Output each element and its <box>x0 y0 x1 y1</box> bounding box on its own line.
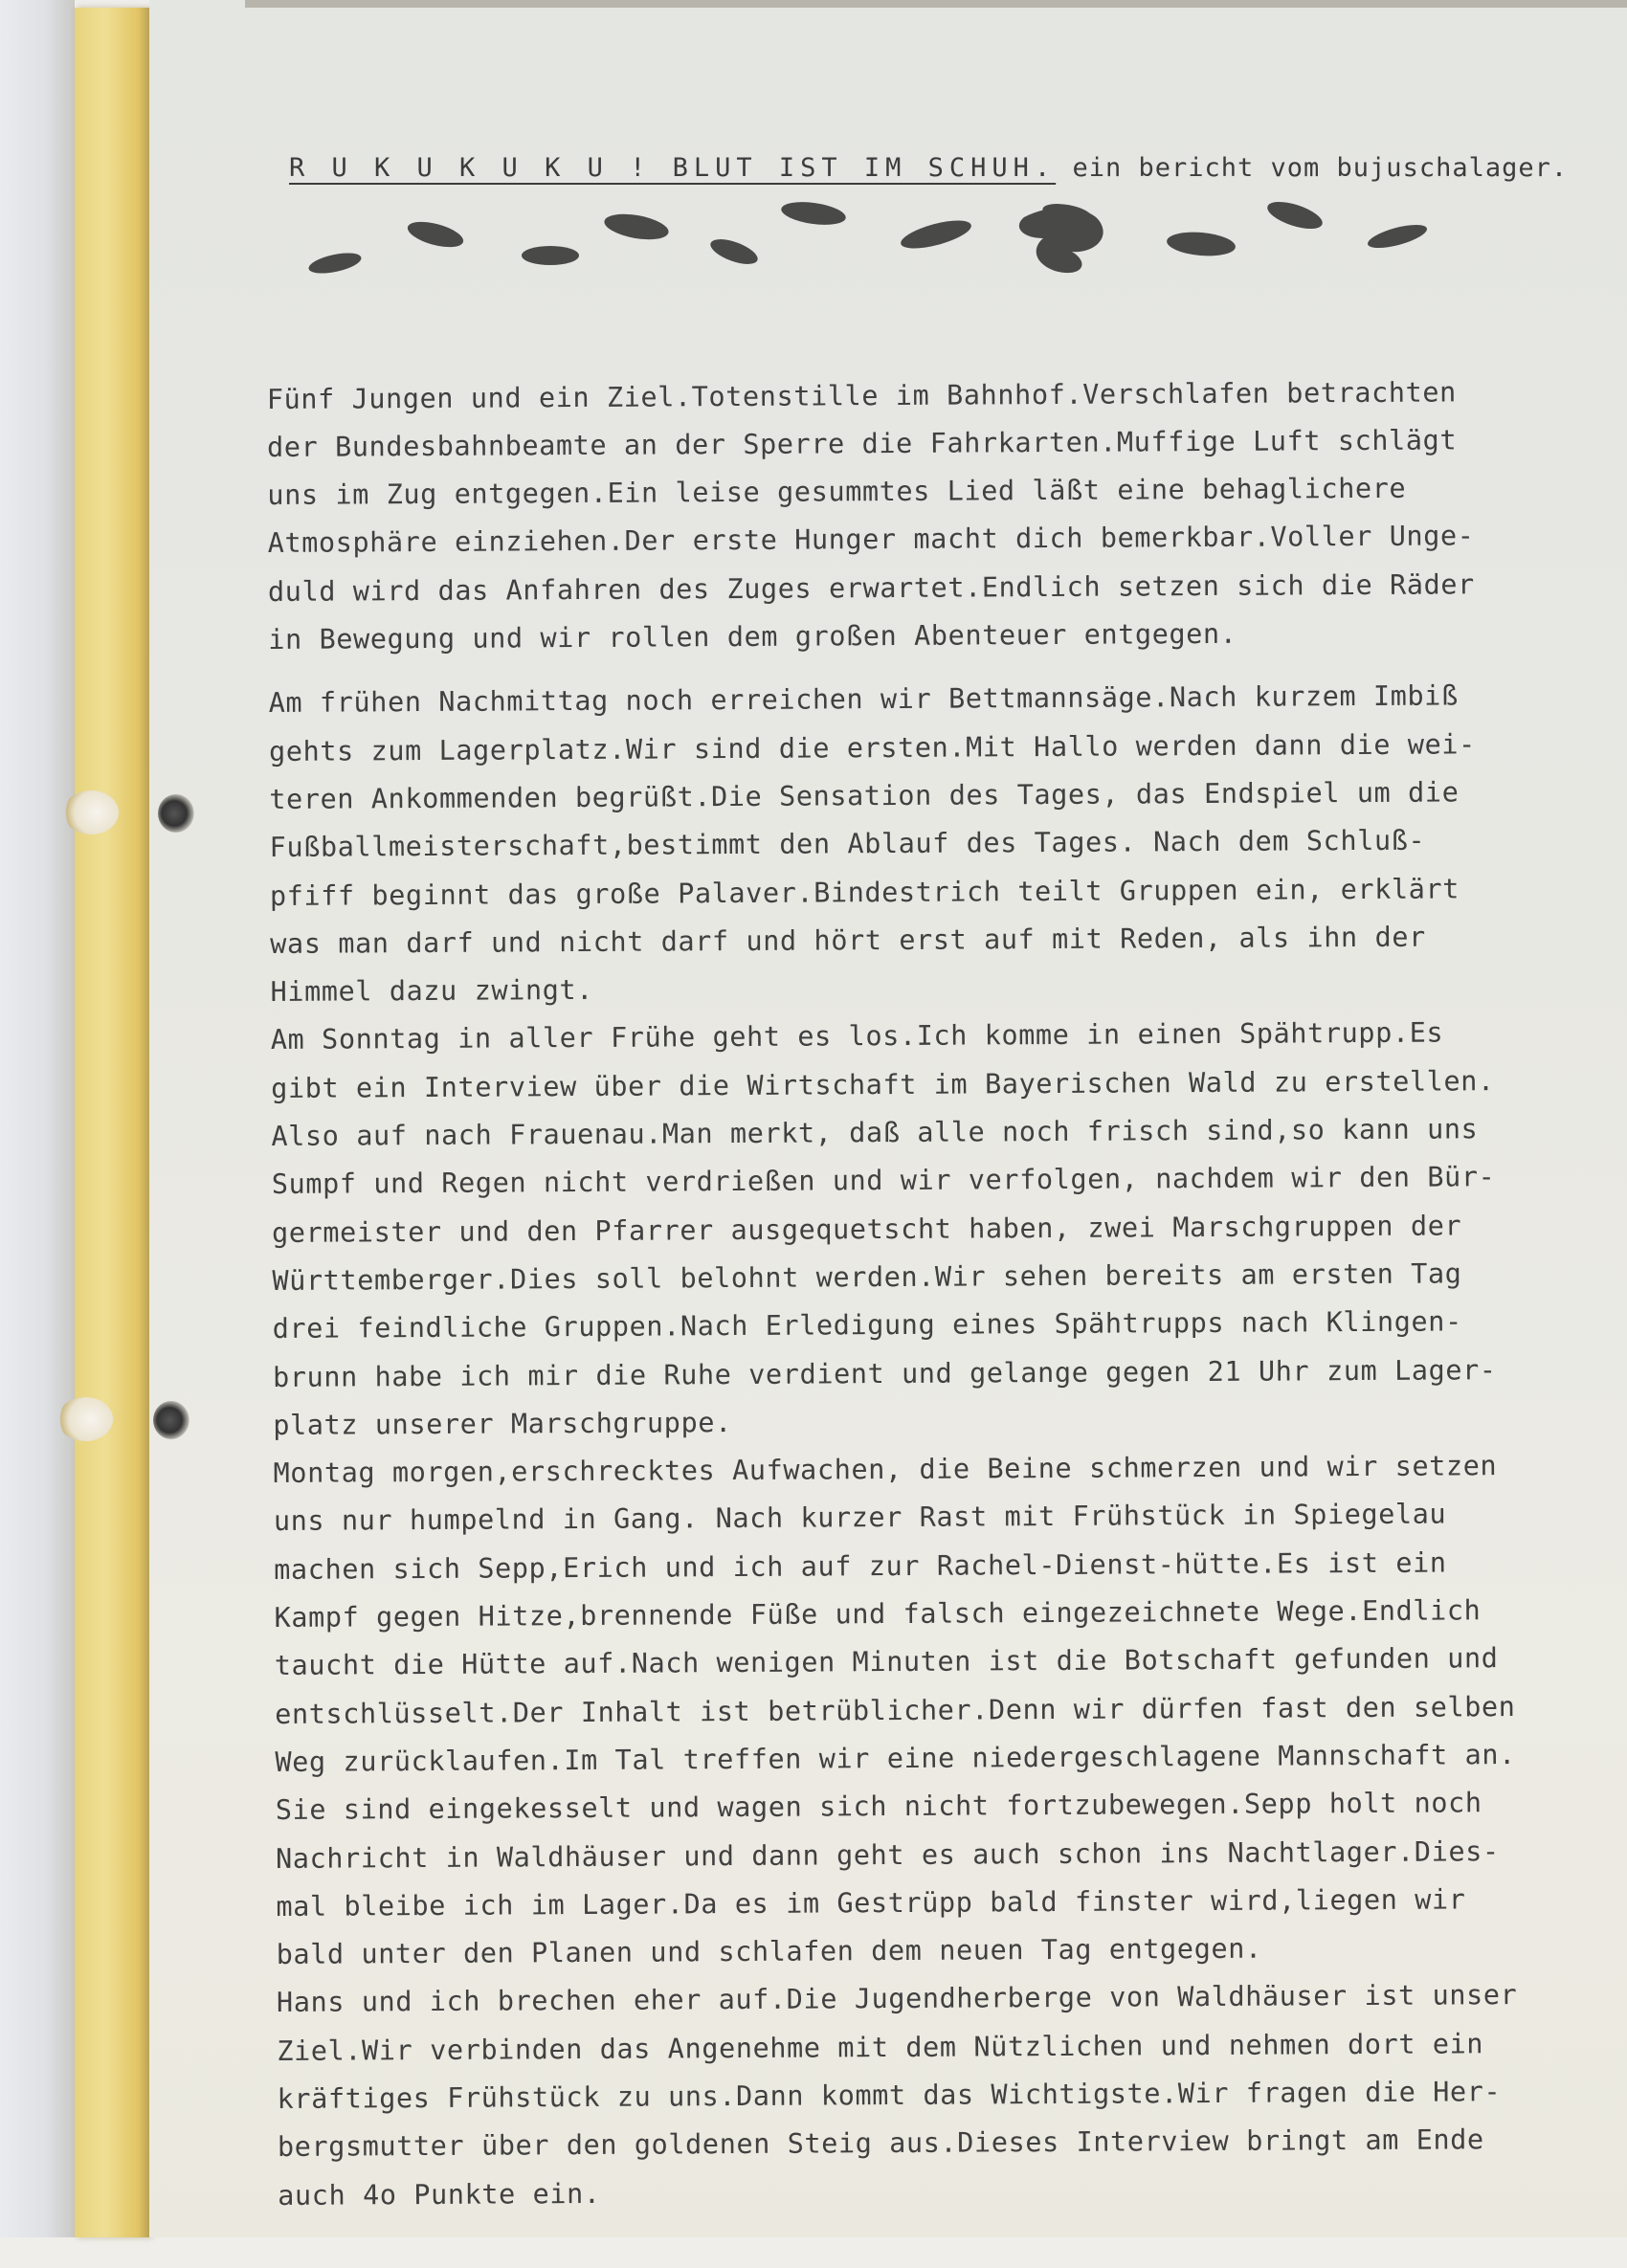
text-line: Weg zurücklaufen.Im Tal treffen wir eine niedergeschlagene Mannschaft an. <box>275 1738 1516 1778</box>
text-line: entschlüsselt.Der Inhalt ist betrüblicher.Denn wir dürfen fast den selben <box>275 1690 1516 1730</box>
torn-punch-hole <box>57 1397 113 1441</box>
text-line: Himmel dazu zwingt. <box>270 974 594 1009</box>
text-line: auch 4o Punkte ein. <box>278 2177 601 2212</box>
text-line: gibt ein Interview über die Wirtschaft im Bayerischen Wald zu erstellen. <box>271 1064 1495 1104</box>
article-heading <box>289 153 1569 195</box>
text-line: Ziel.Wir verbinden das Angenehme mit dem Nützlichen und nehmen dort ein <box>277 2027 1484 2067</box>
punch-hole <box>153 1401 189 1439</box>
text-line: Am frühen Nachmittag noch erreichen wir Bettmannsäge.Nach kurzem Imbiß <box>268 679 1459 720</box>
paragraph <box>269 672 1551 2220</box>
text-line: pfiff beginnt das große Palaver.Bindestrich teilt Gruppen ein, erklärt <box>269 872 1460 912</box>
text-line: Fußballmeisterschaft,bestimmt den Ablauf des Tages. Nach dem Schluß- <box>269 824 1426 864</box>
text-line: bergsmutter über den goldenen Steig aus.Dieses Interview bringt am Ende <box>277 2123 1484 2164</box>
text-line: gehts zum Lagerplatz.Wir sind die ersten.Mit Hallo werden dann die wei- <box>268 727 1476 767</box>
torn-punch-hole <box>63 790 119 834</box>
text-line: bald unter den Planen und schlafen dem neuen Tag entgegen. <box>276 1932 1262 1971</box>
paragraph <box>267 367 1542 664</box>
text-line: Kampf gegen Hitze,brennende Füße und falsch eingezeichnete Wege.Endlich <box>274 1594 1482 1634</box>
text-line: in Bewegung und wir rollen dem großen Abenteuer entgegen. <box>268 617 1237 656</box>
text-line: Hans und ich brechen eher auf.Die Jugendherberge von Waldhäuser ist unser <box>276 1979 1518 2019</box>
article-body <box>266 272 1551 2268</box>
page-top-edge <box>245 0 1627 8</box>
text-line: Sie sind eingekesselt und wagen sich nicht fortzubewegen.Sepp holt noch <box>275 1787 1482 1827</box>
text-line: teren Ankommenden begrüßt.Die Sensation des Tages, das Endspiel um die <box>269 776 1460 815</box>
text-line: uns im Zug entgegen.Ein leise gesummtes Lied läßt eine behaglichere <box>267 472 1407 512</box>
text-line: brunn habe ich mir die Ruhe verdient und gelange gegen 21 Uhr zum Lager- <box>272 1353 1497 1393</box>
text-line: der Bundesbahnbeamte an der Sperre die Fahrkarten.Muffige Luft schlägt <box>266 424 1458 463</box>
yellow-folder-edge <box>75 8 149 2237</box>
text-line: uns nur humpelnd in Gang. Nach kurzer Rast mit Frühstück in Spiegelau <box>273 1498 1447 1538</box>
text-line: Montag morgen,erschrecktes Aufwachen, die Beine schmerzen und wir setzen <box>273 1450 1498 1490</box>
scanner-background-strip <box>0 0 75 2237</box>
text-line: Also auf nach Frauenau.Man merkt, daß alle noch frisch sind,so kann uns <box>271 1113 1479 1153</box>
text-line: kräftiges Frühstück zu uns.Dann kommt das Wichtigste.Wir fragen die Her- <box>277 2076 1502 2115</box>
text-line: mal bleibe ich im Lager.Da es im Gestrüpp bald finster wird,liegen wir <box>276 1883 1466 1923</box>
article-subtitle: ein bericht vom bujuschalager. <box>1056 153 1569 183</box>
text-line: drei feindliche Gruppen.Nach Erledigung eines Spähtrupps nach Klingen- <box>272 1305 1462 1345</box>
text-line: machen sich Sepp,Erich und ich auf zur Rachel-Dienst-hütte.Es ist ein <box>274 1546 1447 1586</box>
text-line: Württemberger.Dies soll belohnt werden.Wir sehen bereits am ersten Tag <box>272 1257 1462 1297</box>
text-line: Atmosphäre einziehen.Der erste Hunger macht dich bemerkbar.Voller Unge- <box>267 520 1475 560</box>
text-line: duld wird das Anfahren des Zuges erwartet.Endlich setzen sich die Räder <box>267 568 1475 608</box>
text-line: Fünf Jungen und ein Ziel.Totenstille im Bahnhof.Verschlafen betrachten <box>266 375 1457 415</box>
text-line: Sumpf und Regen nicht verdrießen und wir verfolgen, nachdem wir den Bür- <box>271 1161 1496 1201</box>
text-line: germeister und den Pfarrer ausgequetscht haben, zwei Marschgruppen der <box>271 1210 1462 1249</box>
text-line: was man darf und nicht darf und hört erst auf mit Reden, als ihn der <box>270 921 1426 960</box>
text-line: taucht die Hütte auf.Nach wenigen Minuten ist die Botschaft gefunden und <box>274 1642 1499 1682</box>
text-line: Nachricht in Waldhäuser und dann geht es auch schon ins Nachtlager.Dies- <box>275 1834 1500 1875</box>
punch-hole <box>158 794 194 833</box>
text-line: platz unserer Marschgruppe. <box>273 1406 732 1441</box>
text-line: Am Sonntag in aller Frühe geht es los.Ich komme in einen Spähtrupp.Es <box>270 1016 1444 1056</box>
footprints-drawing <box>306 196 1493 282</box>
article-title: R U K U K U K U ! BLUT IST IM SCHUH. <box>289 153 1057 183</box>
